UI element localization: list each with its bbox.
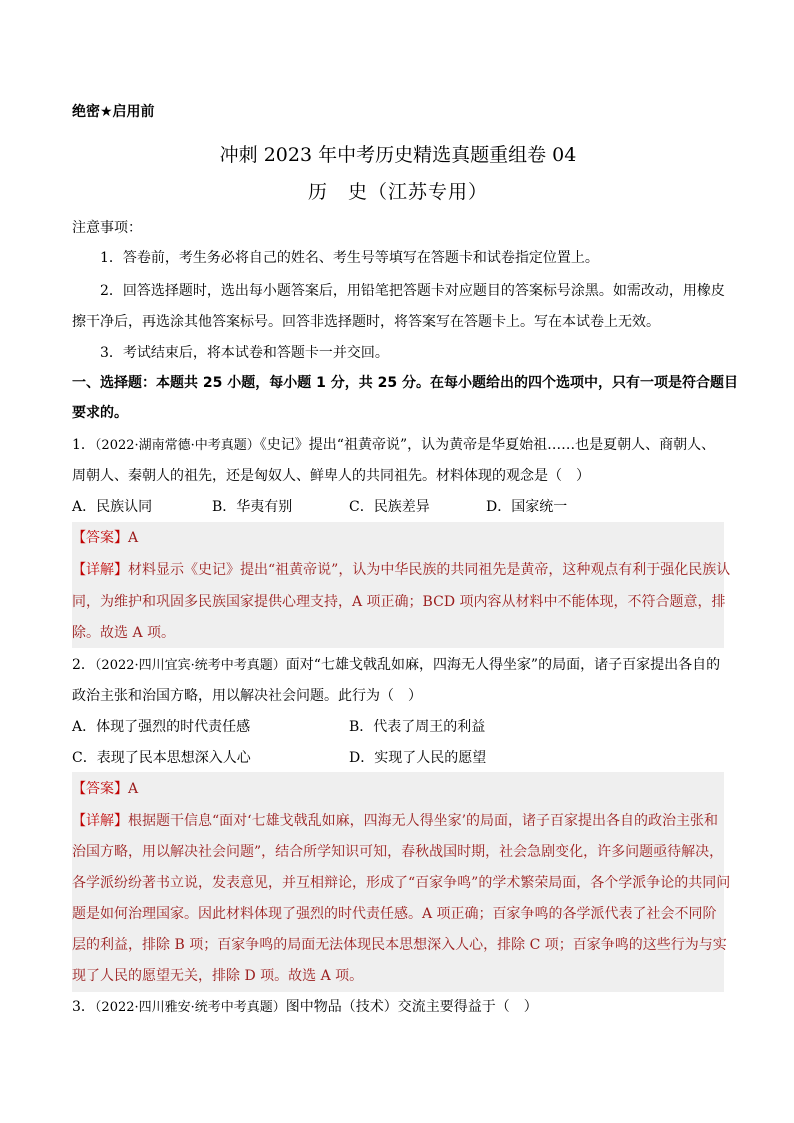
q1-detail-line-2: 同，为维护和巩固多民族国家提供心理支持，A 项正确；BCD 项内容从材料中不能体现，不符合题意，排 (72, 594, 726, 610)
exam-subtitle: 历 史（江苏专用） (307, 181, 488, 203)
question-number: 1． (72, 437, 95, 453)
question-1-line-2: 周朝人、秦朝人的祖先，还是匈奴人、鲜卑人的共同祖先。材料体现的观念是（ ） (72, 468, 590, 484)
q1-detail-line-1 (72, 560, 730, 580)
note-item-1: 1．答卷前，考生务必将自己的姓名、考生号等填写在答题卡和试卷指定位置上。 (100, 250, 599, 266)
answer-value: A (128, 781, 139, 797)
confidential-label: 绝密★启用前 (72, 104, 155, 120)
q1-option-d: D．国家统一 (486, 499, 568, 515)
q2-detail-line-5: 层的利益，排除 B 项；百家争鸣的局面无法体现民本思想深入人心，排除 C 项；百家争鸣的这些行为与实 (72, 937, 727, 953)
question-text: 图中物品（技术）交流主要得益于（ ） (285, 999, 538, 1015)
q1-option-a: A．民族认同 (72, 499, 153, 515)
q2-detail-line-4: 题是如何治理国家。因此材料体现了强烈的时代责任感。A 项正确；百家争鸣的各学派代表了社会不同阶 (72, 906, 717, 922)
q2-answer (72, 779, 138, 799)
q2-detail-line-2: 治国方略，用以解决社会问题”，结合所学知识可知，春秋战国时期，社会急剧变化，许多问题亟待解决， (72, 844, 724, 860)
question-3-line-1 (72, 997, 538, 1018)
question-text: 《史记》提出“祖黄帝说”，认为黄帝是华夏始祖……也是夏朝人、商朝人、 (259, 437, 716, 453)
q2-detail-line-3: 各学派纷纷著书立说，发表意见，并互相辩论，形成了“百家争鸣”的学术繁荣局面，各个学派争论的共同问 (72, 875, 731, 891)
q2-option-d: D．实现了人民的愿望 (349, 750, 487, 766)
detail-text: 根据题干信息“面对‘七雄戈戟乱如麻，四海无人得坐家’的局面，诸子百家提出各自的政治主张和 (128, 813, 719, 829)
q1-option-b: B．华夷有别 (212, 499, 293, 515)
question-source: （2022·湖南常德·中考真题） (94, 438, 260, 453)
question-number: 3． (72, 999, 95, 1015)
question-text: 面对“七雄戈戟乱如麻，四海无人得坐家”的局面，诸子百家提出各自的 (285, 657, 721, 673)
exam-title: 冲刺 2023 年中考历史精选真题重组卷 04 (219, 144, 577, 166)
q2-detail-line-6: 现了人民的愿望无关，排除 D 项。故选 A 项。 (72, 968, 364, 984)
note-item-2-line-2: 擦干净后，再选涂其他答案标号。回答非选择题时，将答案写在答题卡上。写在本试卷上无效。 (72, 314, 660, 330)
q1-answer (72, 528, 138, 548)
q2-option-b: B．代表了周王的利益 (349, 719, 486, 735)
answer-value: A (128, 530, 139, 546)
question-number: 2． (72, 657, 95, 673)
q2-option-a: A．体现了强烈的时代责任感 (72, 719, 251, 735)
q2-detail-line-1 (72, 811, 718, 831)
section-heading-line-1: 一、选择题：本题共 25 小题，每小题 1 分，共 25 分。在每小题给出的四个选项中，只有一项是符合题目 (72, 375, 738, 391)
question-2-line-1 (72, 655, 720, 676)
detail-text: 材料显示《史记》提出“祖黄帝说”，认为中华民族的共同祖先是黄帝，这种观点有利于强化民族认 (128, 562, 731, 578)
q1-option-c: C．民族差异 (349, 499, 430, 515)
detail-label: 【详解】 (72, 813, 128, 829)
answer-label: 【答案】 (72, 530, 128, 546)
note-item-2-line-1: 2．回答选择题时，选出每小题答案后，用铅笔把答题卡对应题目的答案标号涂黑。如需改动，用橡皮 (100, 283, 725, 299)
notes-heading: 注意事项： (72, 220, 142, 236)
section-heading-line-2: 要求的。 (72, 405, 128, 421)
answer-label: 【答案】 (72, 781, 128, 797)
q2-option-c: C．表现了民本思想深入人心 (72, 750, 251, 766)
question-source: （2022·四川宜宾·统考中考真题） (94, 658, 286, 673)
question-2-line-2: 政治主张和治国方略，用以解决社会问题。此行为（ ） (72, 688, 422, 704)
question-source: （2022·四川雅安·统考中考真题） (94, 1000, 286, 1015)
question-1-line-1 (72, 435, 715, 456)
q1-detail-line-3: 除。故选 A 项。 (72, 625, 176, 641)
detail-label: 【详解】 (72, 562, 128, 578)
note-item-3: 3．考试结束后，将本试卷和答题卡一并交回。 (100, 345, 389, 361)
